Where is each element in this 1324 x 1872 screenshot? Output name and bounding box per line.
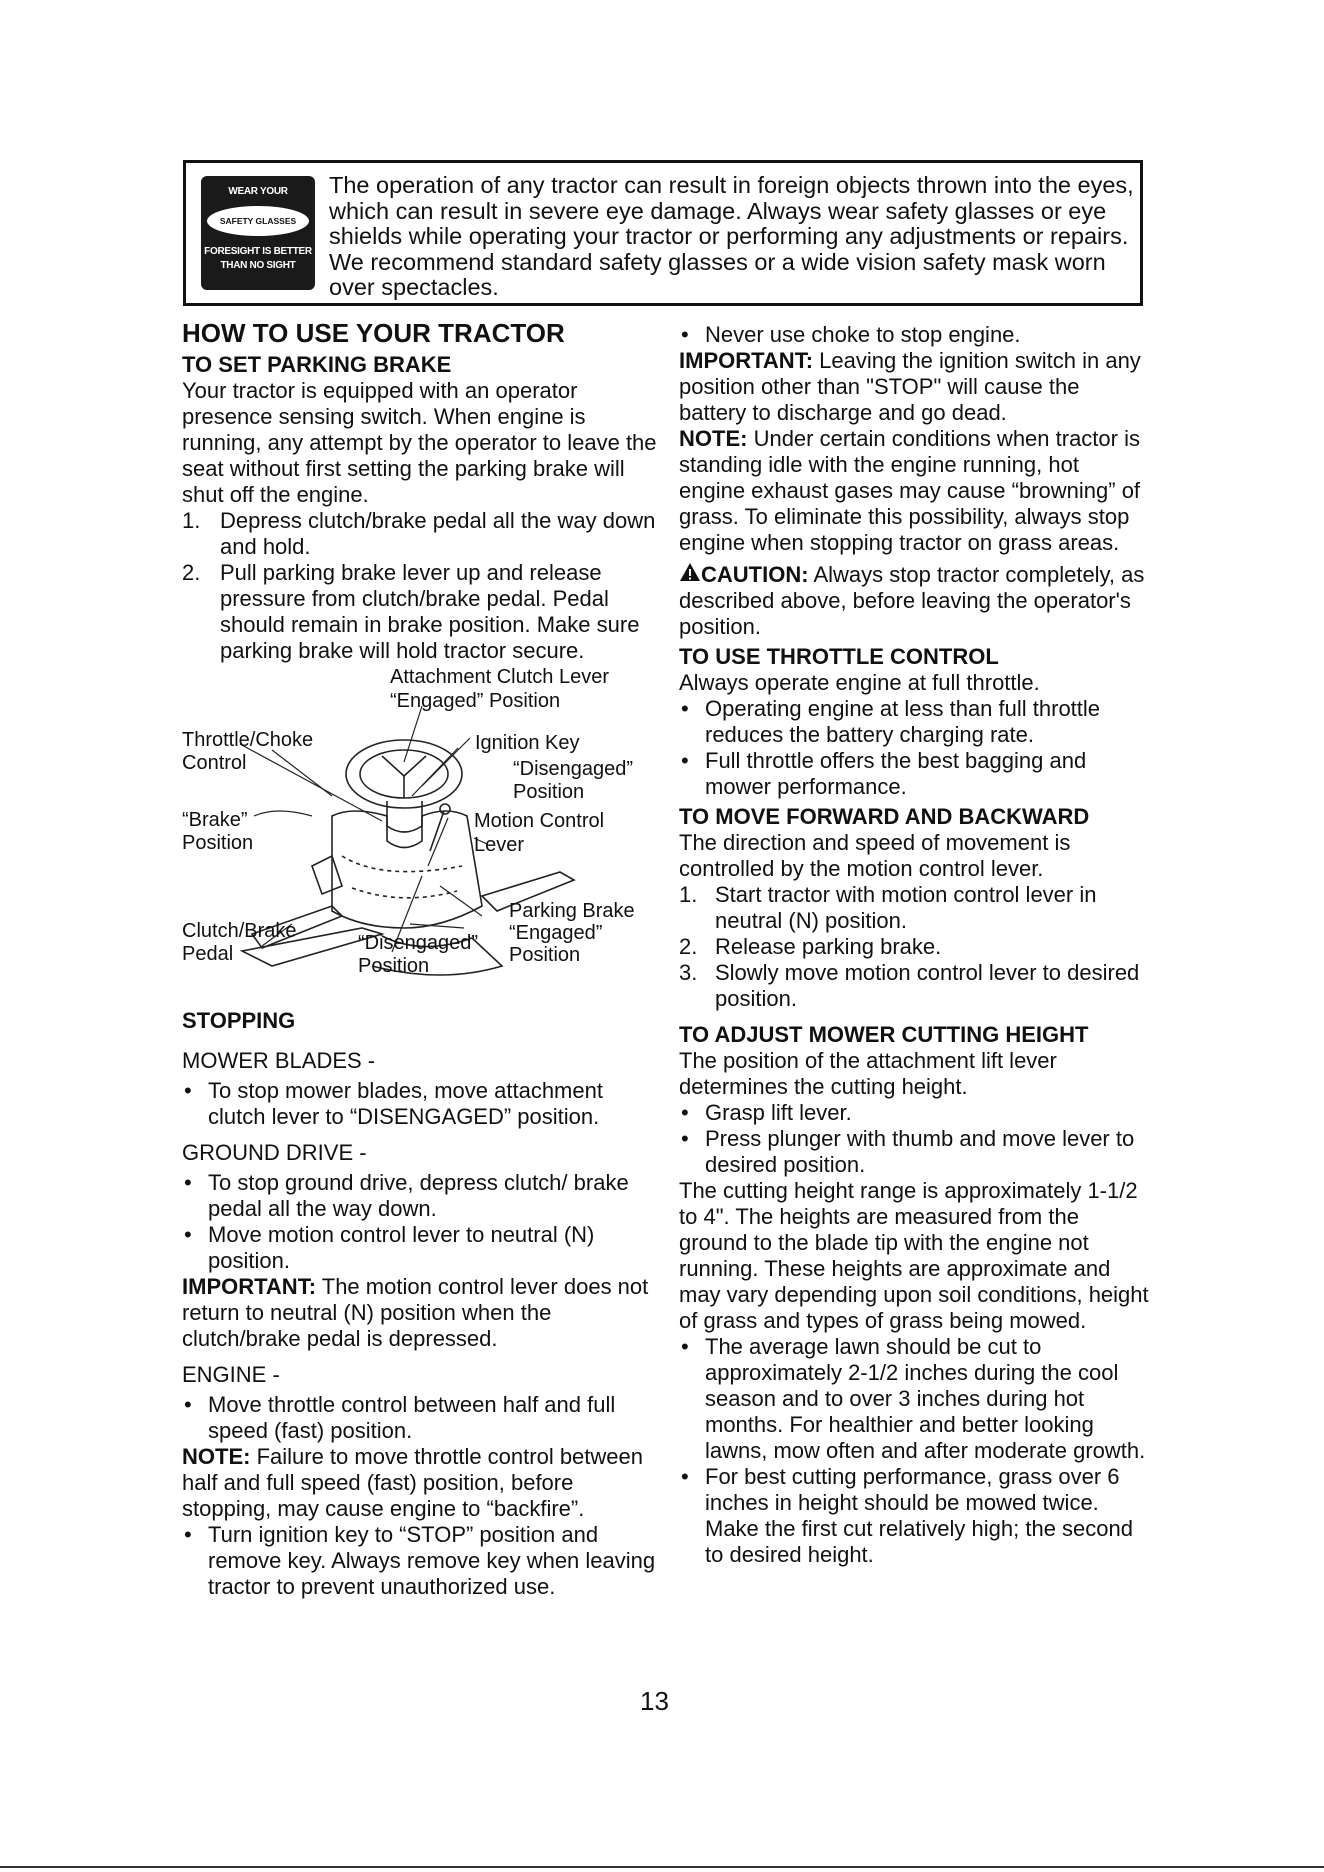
move-intro: The direction and speed of movement is controlled by the motion control lever. bbox=[679, 830, 1071, 881]
note-label: NOTE: bbox=[679, 426, 748, 451]
label-parking-position: Position bbox=[509, 944, 581, 966]
move-steps bbox=[679, 882, 1149, 1012]
engine-list-2 bbox=[182, 1522, 660, 1600]
height-list bbox=[679, 1100, 1149, 1178]
list-item: • Press plunger with thumb and move lever to desired position. bbox=[681, 1126, 1135, 1177]
leader-motion bbox=[428, 818, 448, 866]
list-item: • The average lawn should be cut to approximately 2-1/2 inches during the cool season and to over 3 inches during hot months. For healthier and better looking lawns, mow often and after moderate growth. bbox=[681, 1334, 1146, 1463]
label-motion-control: Motion Control bbox=[474, 810, 605, 832]
safety-glasses-icon bbox=[201, 176, 315, 290]
caution-paragraph bbox=[679, 562, 1149, 640]
parking-brake-intro: Your tractor is equipped with an operator presence sensing switch. When engine is running, any attempt by the operator to leave the seat without first setting the parking brake will shut off the engine. bbox=[182, 378, 657, 507]
label-parking-engaged: “Engaged” bbox=[509, 922, 603, 944]
step-text: Slowly move motion control lever to desired position. bbox=[715, 960, 1140, 1011]
step-number: 3. bbox=[679, 960, 698, 985]
throttle-heading: TO USE THROTTLE CONTROL bbox=[679, 644, 999, 669]
right-note bbox=[679, 426, 1149, 556]
icon-text-line1: WEAR YOUR bbox=[228, 186, 288, 197]
engine-label: ENGINE - bbox=[182, 1362, 280, 1387]
important-label: IMPORTANT: bbox=[679, 348, 814, 373]
label-ignition-key: Ignition Key bbox=[475, 732, 580, 754]
list-item-text: Move motion control lever to neutral (N) position. bbox=[208, 1222, 595, 1273]
warning-text: The operation of any tractor can result in foreign objects thrown into the eyes, which can result in severe eye damage. Always wear safety glasses or eye shields while operating your tractor or performing any adjustments or repairs. We recommend standard safety glasses or a wide vision safety mask worn over spectacles. bbox=[329, 172, 1134, 300]
parking-brake-steps bbox=[182, 508, 660, 664]
parking-brake-heading: TO SET PARKING BRAKE bbox=[182, 352, 452, 377]
leader-throttle bbox=[240, 744, 382, 821]
choke-list bbox=[679, 322, 1149, 348]
list-item-text: Turn ignition key to “STOP” position and remove key. Always remove key when leaving tractor to prevent unauthorized use. bbox=[208, 1522, 656, 1599]
caution-label: CAUTION: bbox=[701, 562, 809, 587]
list-item-text: Press plunger with thumb and move lever to desired position. bbox=[705, 1126, 1135, 1177]
label-brake-position: Position bbox=[182, 832, 254, 854]
ground-drive-label: GROUND DRIVE - bbox=[182, 1140, 367, 1165]
icon-text-line2: SAFETY GLASSES bbox=[207, 206, 309, 236]
important-label: IMPORTANT: bbox=[182, 1274, 317, 1299]
list-item-text: Grasp lift lever. bbox=[705, 1100, 852, 1125]
list-item-text: Operating engine at less than full throttle reduces the battery charging rate. bbox=[705, 696, 1101, 747]
mower-blades-label: MOWER BLADES - bbox=[182, 1048, 376, 1073]
leader-brake bbox=[254, 811, 312, 816]
step-text: Depress clutch/brake pedal all the way down and hold. bbox=[220, 508, 656, 559]
label-ignition-disengaged: “Disengaged” bbox=[513, 758, 634, 780]
step-text: Release parking brake. bbox=[715, 934, 942, 959]
stopping-note bbox=[182, 1444, 660, 1522]
height-heading: TO ADJUST MOWER CUTTING HEIGHT bbox=[679, 1022, 1089, 1047]
label-throttle-choke: Throttle/Choke bbox=[182, 729, 314, 751]
list-item-text: Never use choke to stop engine. bbox=[705, 322, 1021, 347]
list-item: • For best cutting performance, grass over 6 inches in height should be mowed twice. Make the first cut relatively high; the second to desired height. bbox=[681, 1464, 1133, 1567]
important-text: Leaving the ignition switch in any position other than "STOP" will cause the battery to discharge and go dead. bbox=[679, 348, 1141, 425]
stopping-important bbox=[182, 1274, 660, 1352]
label-attachment-clutch: Attachment Clutch Lever bbox=[390, 666, 609, 688]
label-parking-brake: Parking Brake bbox=[509, 900, 635, 922]
label-clutch-pedal: Pedal bbox=[182, 943, 234, 965]
list-item: • Operating engine at less than full throttle reduces the battery charging rate. bbox=[681, 696, 1101, 747]
label-ignition-position: Position bbox=[513, 781, 585, 803]
list-item: • Grasp lift lever. bbox=[681, 1100, 852, 1125]
right-important bbox=[679, 348, 1149, 426]
list-item bbox=[679, 934, 1149, 960]
step-text: Start tractor with motion control lever in neutral (N) position. bbox=[715, 882, 1097, 933]
list-item-text: The average lawn should be cut to approximately 2-1/2 inches during the cool season and to over 3 inches during hot months. For healthier and better looking lawns, mow often and after moderate growth. bbox=[705, 1334, 1146, 1463]
list-item bbox=[182, 560, 660, 664]
stopping-heading: STOPPING bbox=[182, 1008, 296, 1033]
list-item-text: Move throttle control between half and full speed (fast) position. bbox=[208, 1392, 616, 1443]
list-item-text: To stop ground drive, depress clutch/ brake pedal all the way down. bbox=[208, 1170, 629, 1221]
label-motion-lever: Lever bbox=[474, 834, 525, 856]
important-text: The motion control lever does not return to neutral (N) position when the clutch/brake pedal is depressed. bbox=[182, 1274, 649, 1351]
height-intro: The position of the attachment lift lever determines the cutting height. bbox=[679, 1048, 1057, 1099]
list-item bbox=[182, 508, 660, 560]
icon-text-line3: FORESIGHT IS BETTER bbox=[204, 246, 312, 257]
list-item: • Never use choke to stop engine. bbox=[681, 322, 1021, 347]
label-disengaged-position: Position bbox=[358, 955, 430, 977]
note-label: NOTE: bbox=[182, 1444, 251, 1469]
note-text: Under certain conditions when tractor is standing idle with the engine running, hot engine exhaust gases may cause “browning” of grass. To eliminate this possibility, always stop engine when stopping tractor on grass areas. bbox=[679, 426, 1141, 555]
caution-text: Always stop tractor completely, as described above, before leaving the operator's position. bbox=[679, 562, 1145, 639]
step-number: 1. bbox=[679, 882, 698, 907]
list-item bbox=[679, 960, 1149, 1012]
section-title: HOW TO USE YOUR TRACTOR bbox=[182, 318, 565, 348]
list-item: • Move throttle control between half and full speed (fast) position. bbox=[184, 1392, 616, 1443]
throttle-intro: Always operate engine at full throttle. bbox=[679, 670, 1040, 695]
list-item: • Full throttle offers the best bagging and mower performance. bbox=[681, 748, 1087, 799]
safety-warning-box bbox=[183, 160, 1143, 306]
label-clutch-brake: Clutch/Brake bbox=[182, 920, 297, 942]
list-item-text: For best cutting performance, grass over 6 inches in height should be mowed twice. Make the first cut relatively high; the second to desired height. bbox=[705, 1464, 1133, 1567]
list-item-text: Full throttle offers the best bagging and mower performance. bbox=[705, 748, 1087, 799]
note-text: Failure to move throttle control between half and full speed (fast) position, before stopping, may cause engine to “backfire”. bbox=[182, 1444, 643, 1521]
page-number: 13 bbox=[640, 1686, 669, 1716]
list-item: • Move motion control lever to neutral (N) position. bbox=[184, 1222, 595, 1273]
icon-text-line4: THAN NO SIGHT bbox=[220, 260, 296, 271]
engine-list bbox=[182, 1392, 660, 1444]
left-column bbox=[182, 318, 660, 1600]
controls-diagram bbox=[182, 666, 660, 1006]
warning-triangle-icon bbox=[679, 562, 701, 582]
list-item: • Turn ignition key to “STOP” position and remove key. Always remove key when leaving tractor to prevent unauthorized use. bbox=[184, 1522, 656, 1599]
right-column bbox=[679, 318, 1149, 1568]
leader-attachment bbox=[404, 706, 422, 762]
step-number: 2. bbox=[679, 934, 698, 959]
step-number: 2. bbox=[182, 560, 201, 585]
page-bottom-rule bbox=[0, 1866, 1324, 1868]
list-item bbox=[679, 882, 1149, 934]
list-item: • To stop ground drive, depress clutch/ brake pedal all the way down. bbox=[184, 1170, 629, 1221]
list-item: • To stop mower blades, move attachment clutch lever to “DISENGAGED” position. bbox=[184, 1078, 603, 1129]
step-text: Pull parking brake lever up and release pressure from clutch/brake pedal. Pedal should remain in brake position. Make sure parking brake will hold tractor secure. bbox=[220, 560, 640, 663]
label-attachment-position: “Engaged” Position bbox=[390, 690, 561, 712]
move-heading: TO MOVE FORWARD AND BACKWARD bbox=[679, 804, 1090, 829]
ground-drive-list bbox=[182, 1170, 660, 1274]
label-disengaged: “Disengaged” bbox=[358, 932, 479, 954]
step-number: 1. bbox=[182, 508, 201, 533]
label-throttle-control: Control bbox=[182, 752, 247, 774]
label-brake: “Brake” bbox=[182, 809, 248, 831]
throttle-list bbox=[679, 696, 1149, 800]
height-list-2 bbox=[679, 1334, 1149, 1568]
height-range: The cutting height range is approximately 1-1/2 to 4". The heights are measured from the ground to the blade tip with the engine not running. These heights are approximate and may vary depending upon soil conditions, height of grass and types of grass being mowed. bbox=[679, 1178, 1149, 1333]
mower-blades-list bbox=[182, 1078, 660, 1130]
list-item-text: To stop mower blades, move attachment clutch lever to “DISENGAGED” position. bbox=[208, 1078, 603, 1129]
